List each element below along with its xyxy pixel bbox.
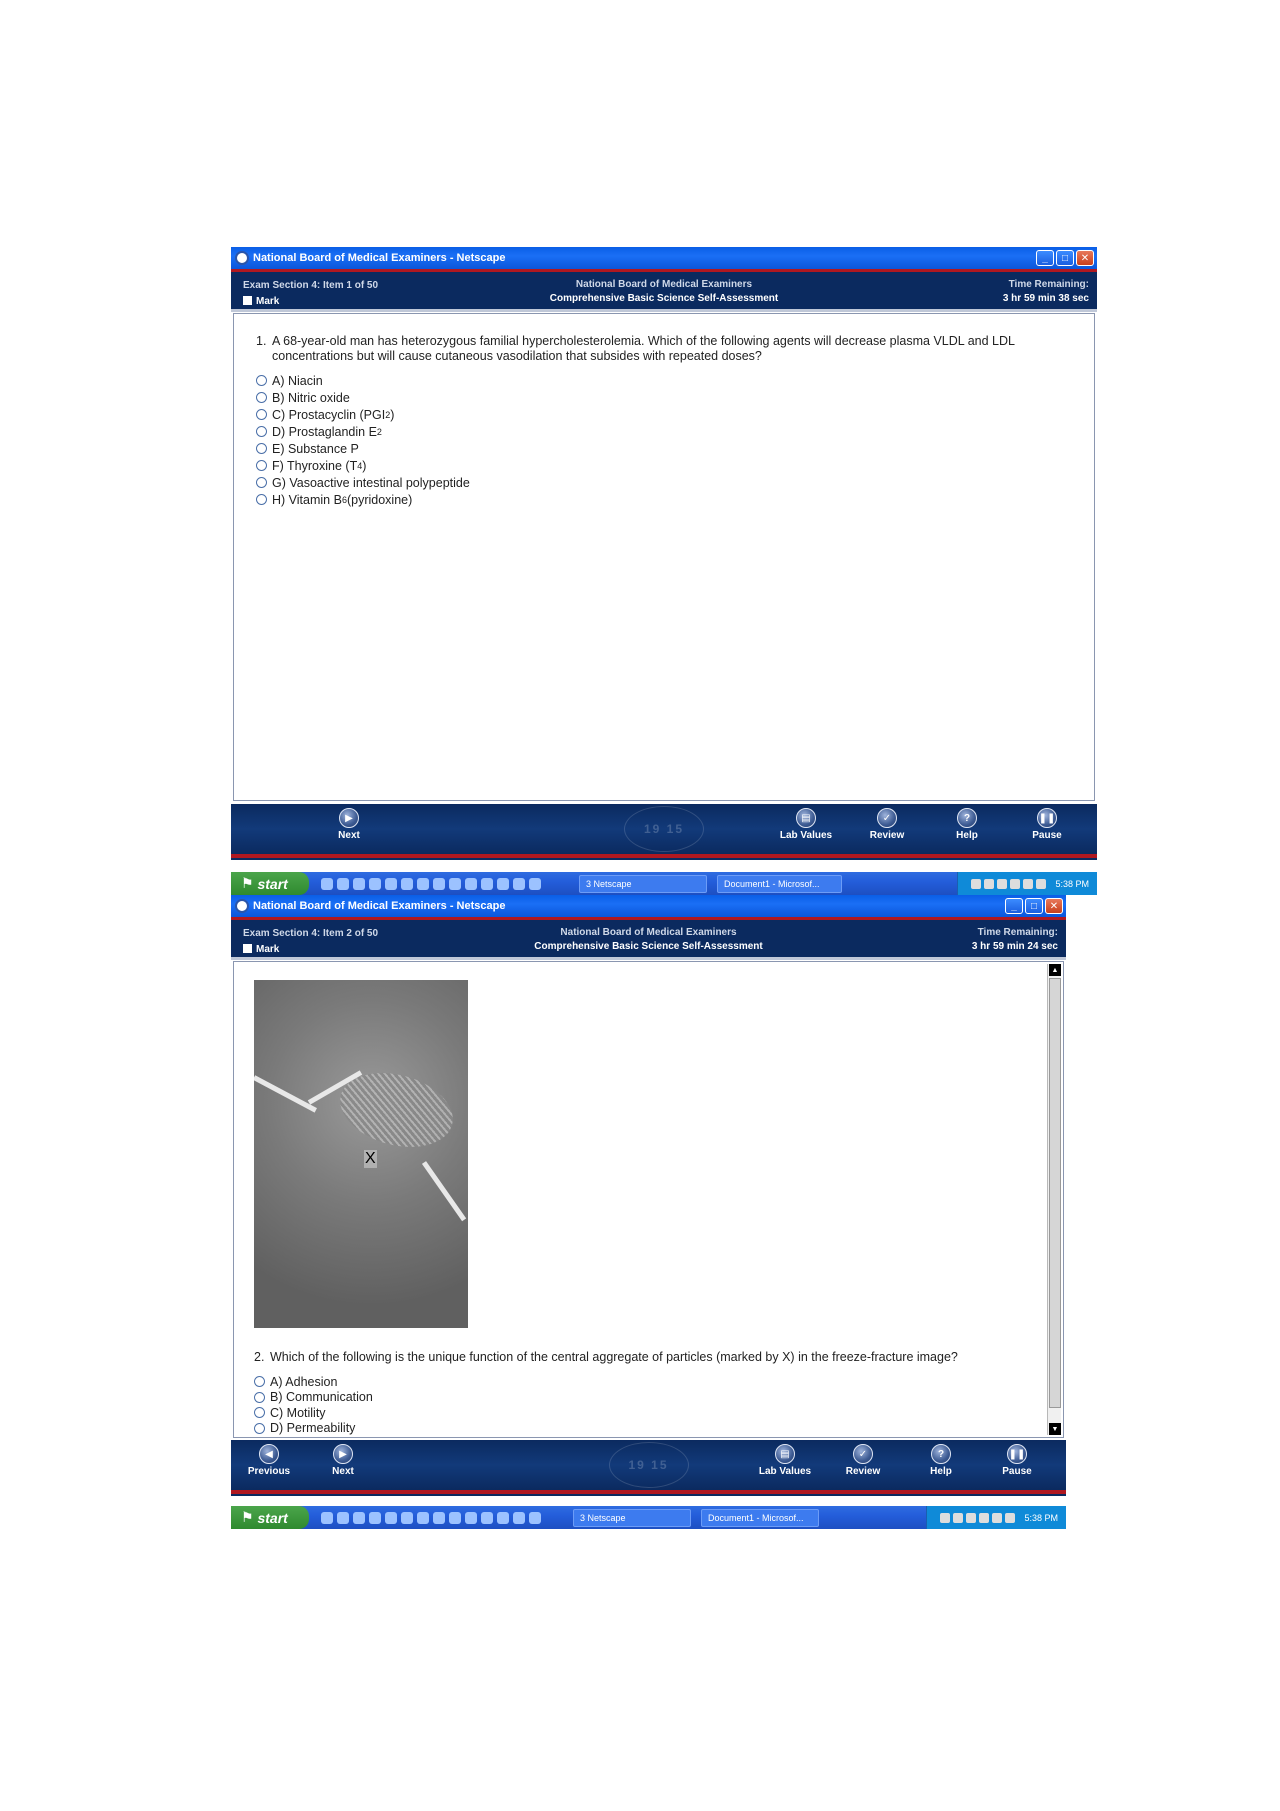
quicklaunch-icon[interactable]: [417, 1512, 429, 1524]
quick-launch: [321, 1512, 541, 1524]
choice-a[interactable]: A) Adhesion: [254, 1374, 1039, 1390]
clock: 5:38 PM: [1055, 878, 1089, 889]
help-button[interactable]: ? Help: [937, 808, 997, 841]
radio-icon: [256, 477, 267, 488]
quicklaunch-icon[interactable]: [337, 1512, 349, 1524]
choice-e[interactable]: E) Substance P: [256, 440, 1064, 457]
previous-button[interactable]: ◀ Previous: [239, 1444, 299, 1477]
windows-taskbar: [231, 1506, 1066, 1529]
choice-f[interactable]: F) Thyroxine (T 4 ): [256, 457, 1064, 474]
pause-button[interactable]: ❚❚ Pause: [1017, 808, 1077, 841]
help-icon: ?: [957, 808, 977, 828]
review-button[interactable]: ✓ Review: [833, 1444, 893, 1477]
window-titlebar: [231, 247, 1097, 269]
tray-icon[interactable]: [966, 1513, 976, 1523]
back-icon: ◀: [259, 1444, 279, 1464]
screenshot-item-1: [231, 247, 1097, 895]
quicklaunch-icon[interactable]: [529, 1512, 541, 1524]
screenshot-item-2: [231, 895, 1066, 1529]
nbme-seal: 19 15: [624, 806, 704, 852]
next-button[interactable]: ▶ Next: [313, 1444, 373, 1477]
choice-d[interactable]: D) Permeability: [254, 1421, 1039, 1437]
close-button[interactable]: ✕: [1045, 898, 1063, 914]
exam-header: [231, 917, 1066, 957]
tray-icon[interactable]: [953, 1513, 963, 1523]
image-marker-x: X: [365, 1150, 376, 1167]
scroll-down-icon[interactable]: ▼: [1049, 1423, 1061, 1435]
checkmark-icon: ✓: [877, 808, 897, 828]
window-title: National Board of Medical Examiners - Netscape: [253, 900, 506, 912]
choice-b[interactable]: B) Nitric oxide: [256, 389, 1064, 406]
quicklaunch-icon[interactable]: [465, 1512, 477, 1524]
quicklaunch-icon[interactable]: [337, 878, 349, 890]
exam-name: Comprehensive Basic Science Self-Assessment: [534, 941, 763, 952]
choice-d[interactable]: D) Prostaglandin E 2: [256, 423, 1064, 440]
netscape-icon: [235, 899, 249, 913]
system-tray: [957, 872, 1097, 895]
taskbar-netscape[interactable]: 3 Netscape: [579, 875, 707, 893]
org-name: National Board of Medical Examiners: [560, 927, 737, 938]
maximize-button[interactable]: □: [1056, 250, 1074, 266]
radio-icon: [256, 375, 267, 386]
window-title: National Board of Medical Examiners - Netscape: [253, 252, 506, 264]
section-label: Exam Section 4: Item 1 of 50: [243, 280, 379, 291]
radio-icon: [254, 1376, 265, 1387]
choice-g[interactable]: G) Vasoactive intestinal polypeptide: [256, 474, 1064, 491]
taskbar-document[interactable]: Document1 - Microsof...: [701, 1509, 819, 1527]
radio-icon: [256, 460, 267, 471]
quicklaunch-icon[interactable]: [353, 878, 365, 890]
play-icon: ▶: [339, 808, 359, 828]
question-text: Which of the following is the unique function of the central aggregate of particles (marked by X) in the freeze-fracture image?: [270, 1350, 958, 1364]
maximize-button[interactable]: □: [1025, 898, 1043, 914]
bottom-toolbar: [231, 1440, 1066, 1490]
time-remaining-value: 3 hr 59 min 38 sec: [1002, 293, 1089, 304]
mark-label: Mark: [256, 296, 280, 307]
tray-icon[interactable]: [984, 879, 994, 889]
tray-icon[interactable]: [971, 879, 981, 889]
quicklaunch-icon[interactable]: [401, 878, 413, 890]
quicklaunch-icon[interactable]: [401, 1512, 413, 1524]
question-number: 1.: [256, 334, 267, 348]
quicklaunch-icon[interactable]: [433, 1512, 445, 1524]
tray-icon[interactable]: [997, 879, 1007, 889]
help-button[interactable]: ? Help: [911, 1444, 971, 1477]
minimize-button[interactable]: _: [1005, 898, 1023, 914]
quicklaunch-icon[interactable]: [321, 878, 333, 890]
close-button[interactable]: ✕: [1076, 250, 1094, 266]
scroll-up-icon[interactable]: ▲: [1049, 964, 1061, 976]
quicklaunch-icon[interactable]: [465, 878, 477, 890]
time-remaining-label: Time Remaining:: [977, 927, 1058, 938]
radio-icon: [254, 1392, 265, 1403]
exam-header: [231, 269, 1097, 309]
freeze-fracture-image: [254, 980, 468, 1328]
lab-values-icon: ▤: [775, 1444, 795, 1464]
checkmark-icon: ✓: [853, 1444, 873, 1464]
radio-icon: [256, 494, 267, 505]
section-label: Exam Section 4: Item 2 of 50: [243, 928, 379, 939]
lab-values-button[interactable]: ▤ Lab Values: [776, 808, 836, 841]
quicklaunch-icon[interactable]: [433, 878, 445, 890]
quicklaunch-icon[interactable]: [481, 878, 493, 890]
bottom-toolbar: [231, 804, 1097, 854]
choice-c[interactable]: C) Prostacyclin (PGI 2 ): [256, 406, 1064, 423]
question-text-line: A 68-year-old man has heterozygous familial hypercholesterolemia. Which of the following agents will decrease plasma VLDL and LDL: [272, 334, 1015, 348]
radio-icon: [254, 1423, 265, 1434]
quicklaunch-icon[interactable]: [449, 878, 461, 890]
toolbar-bottom-stripe: [231, 1494, 1066, 1496]
tray-icon[interactable]: [992, 1513, 1002, 1523]
window-titlebar: [231, 895, 1066, 917]
radio-icon: [256, 392, 267, 403]
mark-label: Mark: [256, 944, 280, 955]
question-panel: [233, 961, 1064, 1438]
start-button[interactable]: ⚑ start: [231, 872, 309, 895]
pause-button[interactable]: ❚❚ Pause: [987, 1444, 1047, 1477]
quicklaunch-icon[interactable]: [497, 878, 509, 890]
question-text-line: concentrations but will cause cutaneous vasodilation that subsides with repeated doses?: [272, 349, 762, 363]
tray-icon[interactable]: [1023, 879, 1033, 889]
quicklaunch-icon[interactable]: [417, 878, 429, 890]
tray-icon[interactable]: [1010, 879, 1020, 889]
taskbar-document[interactable]: Document1 - Microsof...: [717, 875, 842, 893]
clock: 5:38 PM: [1024, 1512, 1058, 1523]
quicklaunch-icon[interactable]: [385, 878, 397, 890]
choice-c[interactable]: C) Motility: [254, 1405, 1039, 1421]
quicklaunch-icon[interactable]: [529, 878, 541, 890]
windows-logo-icon: ⚑: [241, 875, 258, 891]
lab-values-icon: ▤: [796, 808, 816, 828]
org-name: National Board of Medical Examiners: [575, 279, 753, 290]
tray-icon[interactable]: [940, 1513, 950, 1523]
time-remaining-label: Time Remaining:: [1008, 279, 1089, 290]
scroll-thumb[interactable]: [1049, 978, 1061, 1408]
question-panel: [233, 313, 1095, 801]
choice-b[interactable]: B) Communication: [254, 1390, 1039, 1406]
radio-icon: [254, 1407, 265, 1418]
question-number: 2.: [254, 1350, 265, 1364]
pause-icon: ❚❚: [1037, 808, 1057, 828]
tray-icon[interactable]: [1005, 1513, 1015, 1523]
tray-icon[interactable]: [979, 1513, 989, 1523]
quicklaunch-icon[interactable]: [369, 1512, 381, 1524]
header-divider: [231, 309, 1097, 312]
answer-choices: [254, 1374, 1039, 1436]
windows-logo-icon: ⚑: [241, 1509, 258, 1525]
radio-icon: [256, 443, 267, 454]
netscape-icon: [235, 251, 249, 265]
play-icon: ▶: [333, 1444, 353, 1464]
next-button[interactable]: ▶ Next: [319, 808, 379, 841]
quicklaunch-icon[interactable]: [353, 1512, 365, 1524]
choice-a[interactable]: A) Niacin: [256, 372, 1064, 389]
exam-name: Comprehensive Basic Science Self-Assessment: [549, 293, 779, 304]
lab-values-button[interactable]: ▤ Lab Values: [755, 1444, 815, 1477]
header-divider: [231, 957, 1066, 960]
question-stem: [256, 334, 1064, 364]
quicklaunch-icon[interactable]: [449, 1512, 461, 1524]
help-icon: ?: [931, 1444, 951, 1464]
tray-icon[interactable]: [1036, 879, 1046, 889]
minimize-button[interactable]: _: [1036, 250, 1054, 266]
quicklaunch-icon[interactable]: [513, 878, 525, 890]
pause-icon: ❚❚: [1007, 1444, 1027, 1464]
quicklaunch-icon[interactable]: [513, 1512, 525, 1524]
quicklaunch-icon[interactable]: [481, 1512, 493, 1524]
nbme-seal: 19 15: [609, 1442, 689, 1488]
quick-launch: [321, 878, 541, 890]
taskbar-netscape[interactable]: 3 Netscape: [573, 1509, 691, 1527]
time-remaining-value: 3 hr 59 min 24 sec: [971, 941, 1058, 952]
start-button[interactable]: ⚑ start: [231, 1506, 309, 1529]
question-stem: [254, 1350, 1039, 1365]
quicklaunch-icon[interactable]: [321, 1512, 333, 1524]
review-button[interactable]: ✓ Review: [857, 808, 917, 841]
radio-icon: [256, 409, 267, 420]
quicklaunch-icon[interactable]: [369, 878, 381, 890]
toolbar-bottom-stripe: [231, 858, 1097, 860]
quicklaunch-icon[interactable]: [385, 1512, 397, 1524]
windows-taskbar: [231, 872, 1097, 895]
system-tray: [926, 1506, 1066, 1529]
choice-h[interactable]: H) Vitamin B 6 (pyridoxine): [256, 491, 1064, 508]
quicklaunch-icon[interactable]: [497, 1512, 509, 1524]
answer-choices: [256, 372, 1064, 508]
radio-icon: [256, 426, 267, 437]
vertical-scrollbar[interactable]: [1047, 964, 1061, 1435]
